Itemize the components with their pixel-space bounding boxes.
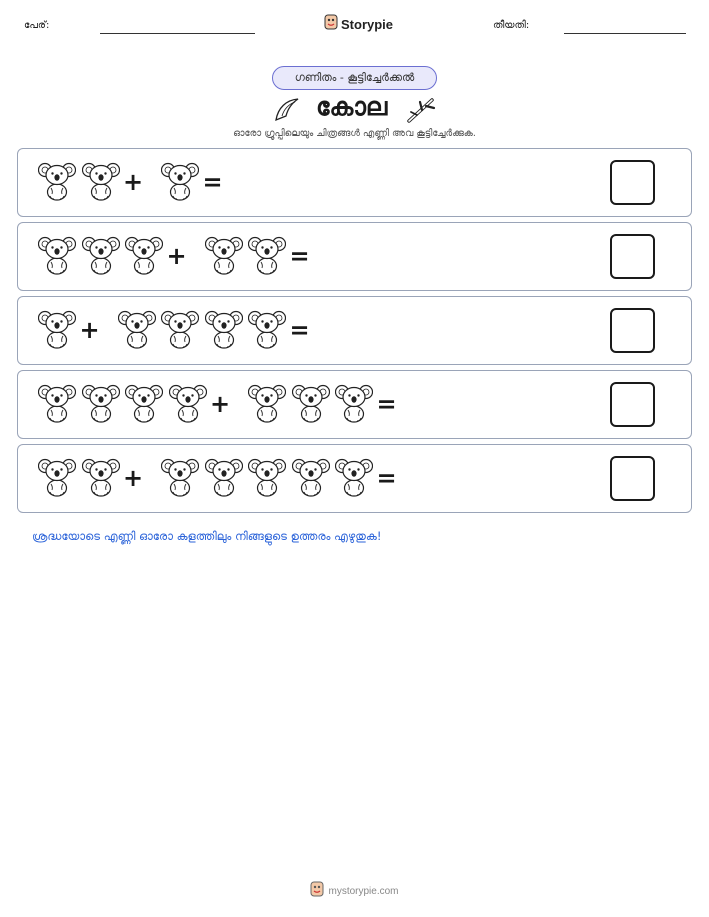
problem-row xyxy=(17,222,692,291)
koala-icon xyxy=(82,457,120,501)
equals-sign: = xyxy=(289,242,310,270)
problem-row xyxy=(17,296,692,365)
koala-icon xyxy=(248,235,286,279)
claw-icon xyxy=(272,94,302,128)
koala-icon xyxy=(125,235,163,279)
site-footer xyxy=(0,881,709,901)
koala-icon xyxy=(335,383,373,427)
koala-icon xyxy=(161,457,199,501)
instruction-text: ഓരോ ഗ്രൂപ്പിലെയും ചിത്രങ്ങൾ എണ്ണി അവ കൂട്ടിച്ചേർക്കുക. xyxy=(233,128,476,139)
plus-sign: + xyxy=(123,168,144,196)
answer-box[interactable] xyxy=(610,160,655,205)
koala-icon xyxy=(38,161,76,205)
date-label: തീയതി: xyxy=(493,20,530,31)
koala-icon xyxy=(82,383,120,427)
koala-icon xyxy=(125,383,163,427)
equals-sign: = xyxy=(376,464,397,492)
answer-box[interactable] xyxy=(610,308,655,353)
plus-sign: + xyxy=(166,242,187,270)
koala-icon xyxy=(82,235,120,279)
koala-icon xyxy=(205,309,243,353)
name-line[interactable] xyxy=(100,33,255,34)
plus-sign: + xyxy=(210,390,231,418)
koala-icon xyxy=(248,457,286,501)
koala-icon xyxy=(161,309,199,353)
problem-row xyxy=(17,148,692,217)
name-label: പേര്: xyxy=(24,20,50,31)
koala-icon xyxy=(292,383,330,427)
brand-name: Storypie xyxy=(341,16,394,32)
koala-icon xyxy=(38,383,76,427)
koala-icon xyxy=(335,457,373,501)
title-row xyxy=(0,92,709,126)
koala-icon xyxy=(205,457,243,501)
brand xyxy=(324,14,393,34)
answer-box[interactable] xyxy=(610,234,655,279)
koala-icon xyxy=(292,457,330,501)
koala-icon xyxy=(38,235,76,279)
site-url[interactable]: mystorypie.com xyxy=(328,885,399,897)
problem-row xyxy=(17,444,692,513)
koala-icon xyxy=(205,235,243,279)
koala-icon xyxy=(118,309,156,353)
koala-icon xyxy=(38,309,76,353)
problem-row xyxy=(17,370,692,439)
worksheet-header xyxy=(0,0,709,50)
answer-box[interactable] xyxy=(610,456,655,501)
footer-note: ശ്രദ്ധയോടെ എണ്ണി ഓരോ കളത്തിലും നിങ്ങളുടെ ഉത്തരം എഴുതുക! xyxy=(32,529,382,543)
storypie-logo-icon xyxy=(310,881,324,901)
koala-icon xyxy=(248,383,286,427)
equals-sign: = xyxy=(289,316,310,344)
date-line[interactable] xyxy=(564,33,686,34)
plus-sign: + xyxy=(79,316,100,344)
plus-sign: + xyxy=(123,464,144,492)
koala-icon xyxy=(248,309,286,353)
storypie-logo-icon xyxy=(324,14,338,34)
equals-sign: = xyxy=(202,168,223,196)
equals-sign: = xyxy=(376,390,397,418)
answer-box[interactable] xyxy=(610,382,655,427)
koala-icon xyxy=(169,383,207,427)
branch-icon xyxy=(406,94,438,128)
koala-icon xyxy=(38,457,76,501)
topic-pill: ഗണിതം - കൂട്ടിച്ചേർക്കൽ xyxy=(272,66,437,90)
koala-icon xyxy=(82,161,120,205)
koala-icon xyxy=(161,161,199,205)
page-title: കോല xyxy=(316,92,388,121)
